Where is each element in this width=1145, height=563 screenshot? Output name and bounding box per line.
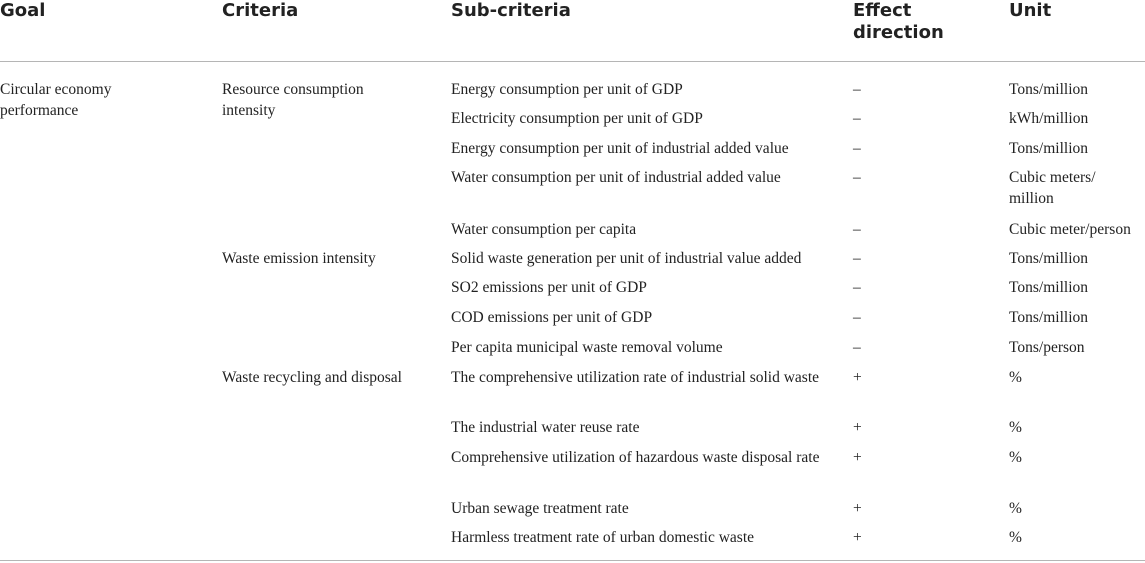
table-bottom-rule xyxy=(0,560,1145,561)
effect-cell: – xyxy=(853,110,861,127)
effect-cell: – xyxy=(853,250,861,267)
sub-criteria-cell: Comprehensive utilization of hazardous waste disposal rate xyxy=(451,449,820,466)
criteria-cell: Resource consumption intensity xyxy=(222,81,364,119)
header-sub-criteria: Sub-criteria xyxy=(451,0,571,21)
goal-cell: Circular economy performance xyxy=(0,81,112,119)
effect-cell: + xyxy=(853,529,862,546)
unit-cell: % xyxy=(1009,369,1022,386)
effect-cell: + xyxy=(853,449,862,466)
effect-cell: + xyxy=(853,419,862,436)
sub-criteria-cell: Harmless treatment rate of urban domestic waste xyxy=(451,529,754,546)
effect-cell: + xyxy=(853,500,862,517)
unit-cell: % xyxy=(1009,529,1022,546)
sub-criteria-cell: Per capita municipal waste removal volume xyxy=(451,339,723,356)
sub-criteria-cell: Energy consumption per unit of GDP xyxy=(451,81,683,98)
unit-cell: % xyxy=(1009,449,1022,466)
sub-criteria-cell: Energy consumption per unit of industrial added value xyxy=(451,140,789,157)
criteria-cell: Waste recycling and disposal xyxy=(222,369,402,386)
header-unit: Unit xyxy=(1009,0,1052,21)
sub-criteria-cell: Electricity consumption per unit of GDP xyxy=(451,110,703,127)
header-effect-direction: Effect direction xyxy=(853,0,944,43)
effect-cell: – xyxy=(853,309,861,326)
unit-cell: Cubic meters/ million xyxy=(1009,169,1096,207)
sub-criteria-cell: Urban sewage treatment rate xyxy=(451,500,629,517)
effect-cell: – xyxy=(853,81,861,98)
effect-cell: – xyxy=(853,221,861,238)
table-header xyxy=(0,0,1145,62)
unit-cell: Tons/million xyxy=(1009,81,1089,98)
unit-cell: Tons/million xyxy=(1009,250,1089,267)
sub-criteria-cell: COD emissions per unit of GDP xyxy=(451,309,653,326)
effect-cell: + xyxy=(853,369,862,386)
sub-criteria-cell: The industrial water reuse rate xyxy=(451,419,640,436)
unit-cell: kWh/million xyxy=(1009,110,1089,127)
unit-cell: Cubic meter/person xyxy=(1009,221,1131,238)
unit-cell: Tons/million xyxy=(1009,140,1089,157)
effect-cell: – xyxy=(853,169,861,186)
sub-criteria-cell: Water consumption per unit of industrial added value xyxy=(451,169,781,186)
unit-cell: Tons/million xyxy=(1009,279,1089,296)
sub-criteria-cell: SO2 emissions per unit of GDP xyxy=(451,279,647,296)
effect-cell: – xyxy=(853,140,861,157)
header-goal: Goal xyxy=(0,0,46,21)
effect-cell: – xyxy=(853,279,861,296)
unit-cell: % xyxy=(1009,500,1022,517)
sub-criteria-cell: Solid waste generation per unit of industrial value added xyxy=(451,250,802,267)
unit-cell: % xyxy=(1009,419,1022,436)
sub-criteria-cell: The comprehensive utilization rate of industrial solid waste xyxy=(451,369,820,386)
header-criteria: Criteria xyxy=(222,0,299,21)
sub-criteria-cell: Water consumption per capita xyxy=(451,221,637,238)
effect-cell: – xyxy=(853,339,861,356)
unit-cell: Tons/million xyxy=(1009,309,1089,326)
criteria-cell: Waste emission intensity xyxy=(222,250,376,267)
unit-cell: Tons/person xyxy=(1009,339,1085,356)
